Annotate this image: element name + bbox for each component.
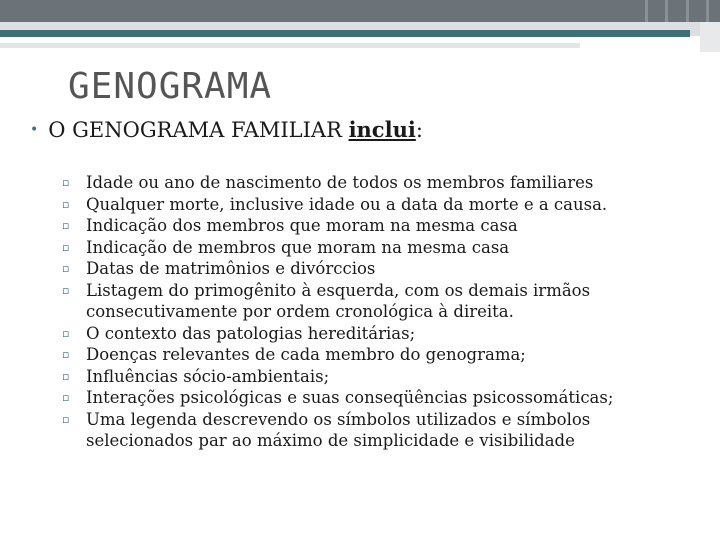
item-bullet: ▫ — [62, 283, 70, 297]
list-item — [58, 194, 658, 216]
list-item — [58, 409, 658, 452]
list-item-text: Qualquer morte, inclusive idade ou a data da morte e a causa. — [86, 194, 608, 214]
list-item-text: Indicação de membros que moram na mesma casa — [86, 237, 510, 257]
list-item-text: Doenças relevantes de cada membro do genograma; — [86, 345, 526, 364]
item-bullet: ▫ — [62, 326, 70, 340]
list-item — [58, 387, 658, 409]
item-bullet: ▫ — [62, 369, 70, 383]
list-item-text: Indicação dos membros que moram na mesma casa — [86, 216, 518, 235]
item-bullet: ▫ — [62, 348, 70, 361]
list-item-text: O contexto das patologias hereditárias; — [86, 323, 416, 343]
list-item — [58, 366, 658, 388]
list-item-text: Datas de matrimônios e divórccios — [86, 259, 376, 278]
list-item — [58, 258, 658, 280]
top-decoration-tick — [665, 0, 668, 22]
top-decoration-tick — [686, 0, 689, 22]
list-item-text: Listagem do primogênito à esquerda, com os demais irmãos consecutivamente por ordem cronológica à direita. — [86, 280, 591, 321]
item-list — [58, 172, 658, 452]
top-decoration-accent-band — [0, 30, 690, 37]
list-item — [58, 215, 658, 237]
intro-emphasis: inclui — [348, 117, 416, 142]
list-item — [58, 280, 658, 323]
top-decoration-tick — [706, 0, 709, 22]
list-item-text: Interações psicológicas e suas conseqüências psicossomáticas; — [86, 388, 614, 407]
top-decoration-bar — [0, 0, 720, 22]
list-item — [58, 344, 658, 366]
list-item — [58, 323, 658, 345]
slide-title: GENOGRAMA — [68, 66, 273, 107]
item-bullet: ▫ — [62, 412, 70, 426]
intro-suffix: : — [415, 118, 423, 142]
intro-line — [30, 117, 423, 142]
item-bullet: ▫ — [62, 197, 70, 211]
item-bullet: ▫ — [62, 176, 70, 189]
list-item-text: Uma legenda descrevendo os símbolos utilizados e símbolos selecionados par ao máximo de simplicidade e visibilidade — [86, 409, 591, 450]
title-underline-decoration — [0, 43, 580, 48]
item-bullet: ▫ — [62, 262, 70, 275]
intro-bullet: • — [30, 122, 39, 138]
list-item-text: Influências sócio-ambientais; — [86, 366, 330, 386]
list-item — [58, 172, 658, 194]
list-item-text: Idade ou ano de nascimento de todos os membros familiares — [86, 173, 594, 192]
top-decoration-right-strip — [700, 22, 720, 52]
top-decoration-tick — [645, 0, 648, 22]
intro-prefix: O GENOGRAMA FAMILIAR — [48, 118, 349, 142]
list-item — [58, 237, 658, 259]
item-bullet: ▫ — [62, 391, 70, 404]
item-bullet: ▫ — [62, 240, 70, 254]
item-bullet: ▫ — [62, 219, 70, 232]
